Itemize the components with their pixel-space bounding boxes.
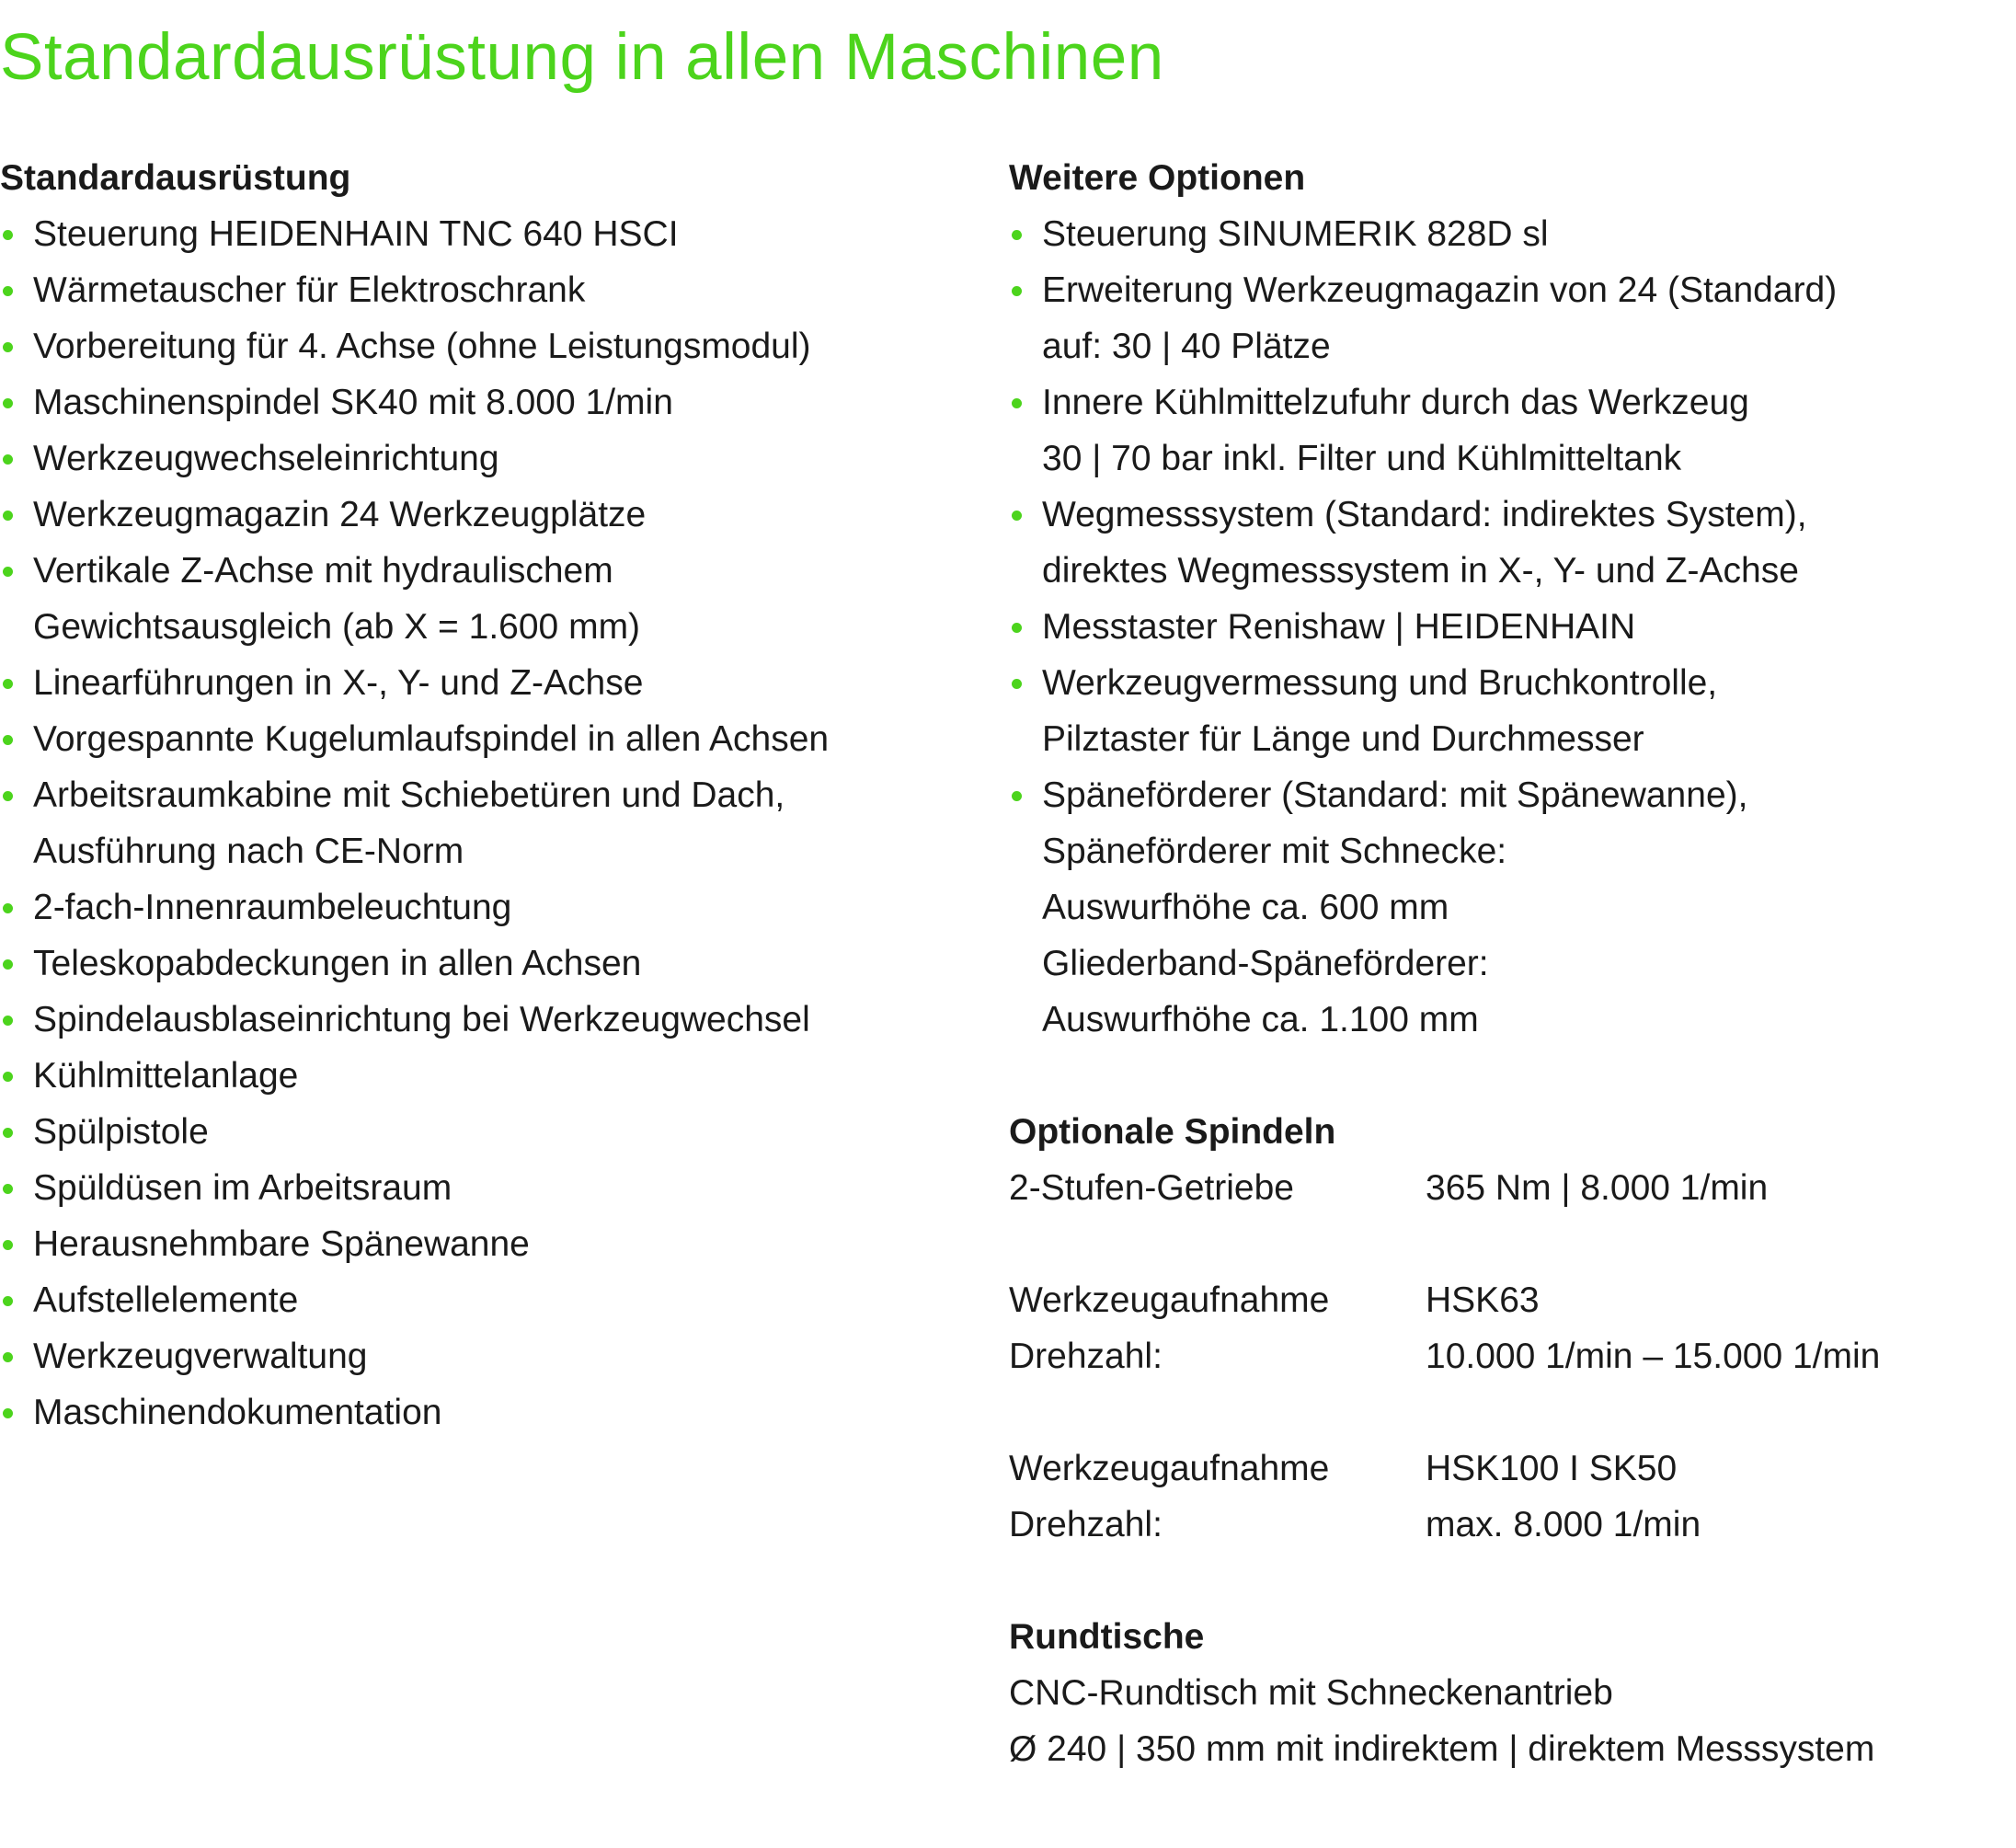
rotary-tables-line-1: CNC-Rundtisch mit Schneckenantrieb bbox=[1009, 1673, 1613, 1713]
standard-equipment-section bbox=[0, 150, 975, 1441]
standard-equipment-item bbox=[0, 655, 975, 711]
standard-equipment-item-text: Kühlmittelanlage bbox=[33, 1056, 299, 1096]
standard-equipment-item bbox=[0, 1328, 975, 1384]
bullet-dot-icon bbox=[3, 1184, 13, 1194]
bullet-dot-icon bbox=[3, 454, 13, 465]
option-item-text: Erweiterung Werkzeugmagazin von 24 (Standard) bbox=[1042, 270, 1838, 310]
standard-equipment-item-text: Steuerung HEIDENHAIN TNC 640 HSCI bbox=[33, 214, 679, 254]
standard-equipment-item-text: Arbeitsraumkabine mit Schiebetüren und Dach, bbox=[33, 775, 785, 815]
standard-equipment-item bbox=[0, 430, 975, 487]
bullet-dot-icon bbox=[3, 398, 13, 408]
spindle-row-hsk63-speed bbox=[1009, 1328, 1880, 1384]
spindle-hsk63-holder-value: HSK63 bbox=[1426, 1280, 1540, 1320]
option-item-text: Wegmesssystem (Standard: indirektes System), bbox=[1042, 495, 1807, 534]
standard-equipment-item-text: Herausnehmbare Spänewanne bbox=[33, 1224, 530, 1264]
bullet-dot-icon bbox=[3, 342, 13, 352]
bullet-dot-icon bbox=[3, 1408, 13, 1418]
bullet-dot-icon bbox=[1012, 398, 1022, 408]
standard-equipment-item bbox=[0, 935, 975, 992]
option-item bbox=[1009, 599, 2011, 655]
standard-equipment-item-text: Gewichtsausgleich (ab X = 1.600 mm) bbox=[33, 607, 641, 647]
standard-equipment-item bbox=[0, 1384, 975, 1441]
bullet-dot-icon bbox=[3, 1296, 13, 1306]
standard-equipment-item-text: Vorgespannte Kugelumlaufspindel in allen Achsen bbox=[33, 719, 830, 759]
option-item-text: Pilztaster für Länge und Durchmesser bbox=[1042, 719, 1644, 759]
option-item bbox=[1009, 655, 2011, 767]
option-item-text: auf: 30 | 40 Plätze bbox=[1042, 327, 1331, 366]
spindle-hsk63-speed-label: Drehzahl: bbox=[1009, 1337, 1163, 1376]
bullet-dot-icon bbox=[3, 1072, 13, 1082]
bullet-dot-icon bbox=[3, 1128, 13, 1138]
standard-equipment-item-text: 2-fach-Innenraumbeleuchtung bbox=[33, 888, 512, 927]
option-item bbox=[1009, 767, 2011, 1048]
option-item-text: Auswurfhöhe ca. 600 mm bbox=[1042, 888, 1449, 927]
standard-equipment-item bbox=[0, 1160, 975, 1216]
option-item-text: Innere Kühlmittelzufuhr durch das Werkzeug bbox=[1042, 383, 1749, 422]
bullet-dot-icon bbox=[3, 1016, 13, 1026]
right-column bbox=[1009, 150, 2011, 1777]
standard-equipment-item bbox=[0, 206, 975, 262]
standard-equipment-item-text: Linearführungen in X-, Y- und Z-Achse bbox=[33, 663, 644, 703]
bullet-dot-icon bbox=[1012, 791, 1022, 801]
spindle-hsk100-holder-label: Werkzeugaufnahme bbox=[1009, 1449, 1330, 1488]
standard-equipment-item bbox=[0, 374, 975, 430]
bullet-dot-icon bbox=[3, 286, 13, 296]
spindle-hsk100-speed-label: Drehzahl: bbox=[1009, 1505, 1163, 1544]
standard-equipment-item bbox=[0, 487, 975, 543]
spindles-heading: Optionale Spindeln bbox=[1009, 1112, 1336, 1152]
option-item-text: Späneförderer mit Schnecke: bbox=[1042, 832, 1507, 871]
option-item-text: 30 | 70 bar inkl. Filter und Kühlmitteltank bbox=[1042, 439, 1682, 478]
page-title: Standardausrüstung in allen Maschinen bbox=[0, 21, 1164, 94]
standard-equipment-item bbox=[0, 1104, 975, 1160]
option-item-text: Späneförderer (Standard: mit Spänewanne), bbox=[1042, 775, 1748, 815]
standard-equipment-item bbox=[0, 1048, 975, 1104]
bullet-dot-icon bbox=[1012, 286, 1022, 296]
standard-equipment-item-text: Werkzeugverwaltung bbox=[33, 1337, 368, 1376]
rotary-tables-section bbox=[1009, 1609, 2011, 1777]
bullet-dot-icon bbox=[3, 1352, 13, 1362]
standard-equipment-item-text: Wärmetauscher für Elektroschrank bbox=[33, 270, 586, 310]
spindle-gearbox-label: 2-Stufen-Getriebe bbox=[1009, 1168, 1295, 1208]
bullet-dot-icon bbox=[3, 1240, 13, 1250]
standard-equipment-item-text: Werkzeugwechseleinrichtung bbox=[33, 439, 499, 478]
spindle-hsk100-speed-value: max. 8.000 1/min bbox=[1426, 1505, 1701, 1544]
standard-equipment-item-text: Maschinenspindel SK40 mit 8.000 1/min bbox=[33, 383, 673, 422]
standard-equipment-item-text: Vertikale Z-Achse mit hydraulischem bbox=[33, 551, 613, 591]
spindles-section bbox=[1009, 1104, 2011, 1553]
options-section bbox=[1009, 150, 2011, 1048]
rotary-tables-heading: Rundtische bbox=[1009, 1617, 1205, 1657]
standard-equipment-item bbox=[0, 1272, 975, 1328]
bullet-dot-icon bbox=[3, 735, 13, 745]
spindle-row-hsk100-holder bbox=[1009, 1441, 1880, 1497]
spindle-hsk63-holder-label: Werkzeugaufnahme bbox=[1009, 1280, 1330, 1320]
option-item bbox=[1009, 374, 2011, 487]
spindle-hsk63-speed-value: 10.000 1/min – 15.000 1/min bbox=[1426, 1337, 1881, 1376]
bullet-dot-icon bbox=[3, 903, 13, 913]
spindle-row-hsk100-speed bbox=[1009, 1497, 1880, 1553]
standard-equipment-item bbox=[0, 262, 975, 318]
bullet-dot-icon bbox=[1012, 623, 1022, 633]
option-item-text: Werkzeugvermessung und Bruchkontrolle, bbox=[1042, 663, 1718, 703]
standard-equipment-item bbox=[0, 992, 975, 1048]
option-item bbox=[1009, 206, 2011, 262]
standard-equipment-item-text: Spülpistole bbox=[33, 1112, 209, 1152]
standard-equipment-item-text: Spüldüsen im Arbeitsraum bbox=[33, 1168, 452, 1208]
bullet-dot-icon bbox=[3, 567, 13, 577]
standard-equipment-heading: Standardausrüstung bbox=[0, 158, 351, 198]
spindle-row-gearbox bbox=[1009, 1160, 1880, 1216]
standard-equipment-item-text: Maschinendokumentation bbox=[33, 1393, 442, 1432]
bullet-dot-icon bbox=[3, 230, 13, 240]
standard-equipment-item-text: Teleskopabdeckungen in allen Achsen bbox=[33, 944, 642, 983]
option-item bbox=[1009, 262, 2011, 374]
standard-equipment-item-text: Ausführung nach CE-Norm bbox=[33, 832, 464, 871]
standard-equipment-item-text: Aufstellelemente bbox=[33, 1280, 299, 1320]
spindle-hsk100-holder-value: HSK100 I SK50 bbox=[1426, 1449, 1678, 1488]
standard-equipment-item bbox=[0, 879, 975, 935]
option-item-text: direktes Wegmesssystem in X-, Y- und Z-Achse bbox=[1042, 551, 1799, 591]
spindle-gearbox-value: 365 Nm | 8.000 1/min bbox=[1426, 1168, 1769, 1208]
options-heading: Weitere Optionen bbox=[1009, 158, 1306, 198]
bullet-dot-icon bbox=[1012, 230, 1022, 240]
option-item-text: Gliederband-Späneförderer: bbox=[1042, 944, 1489, 983]
standard-equipment-list bbox=[0, 206, 975, 1441]
options-list bbox=[1009, 206, 2011, 1048]
rotary-tables-line-2: Ø 240 | 350 mm mit indirektem | direktem Messsystem bbox=[1009, 1729, 1875, 1769]
option-item-text: Messtaster Renishaw | HEIDENHAIN bbox=[1042, 607, 1636, 647]
bullet-dot-icon bbox=[3, 511, 13, 521]
bullet-dot-icon bbox=[3, 959, 13, 970]
standard-equipment-item-text: Spindelausblaseinrichtung bei Werkzeugwechsel bbox=[33, 1000, 810, 1039]
standard-equipment-item-text: Werkzeugmagazin 24 Werkzeugplätze bbox=[33, 495, 647, 534]
option-item-text: Auswurfhöhe ca. 1.100 mm bbox=[1042, 1000, 1479, 1039]
option-item-text: Steuerung SINUMERIK 828D sl bbox=[1042, 214, 1549, 254]
standard-equipment-item bbox=[0, 543, 975, 655]
standard-equipment-item bbox=[0, 1216, 975, 1272]
bullet-dot-icon bbox=[1012, 511, 1022, 521]
standard-equipment-item bbox=[0, 767, 975, 879]
standard-equipment-item bbox=[0, 711, 975, 767]
spindle-row-hsk63-holder bbox=[1009, 1272, 1880, 1328]
spindles-table bbox=[1009, 1160, 1880, 1553]
bullet-dot-icon bbox=[3, 679, 13, 689]
standard-equipment-item bbox=[0, 318, 975, 374]
bullet-dot-icon bbox=[3, 791, 13, 801]
standard-equipment-item-text: Vorbereitung für 4. Achse (ohne Leistungsmodul) bbox=[33, 327, 811, 366]
bullet-dot-icon bbox=[1012, 679, 1022, 689]
option-item bbox=[1009, 487, 2011, 599]
